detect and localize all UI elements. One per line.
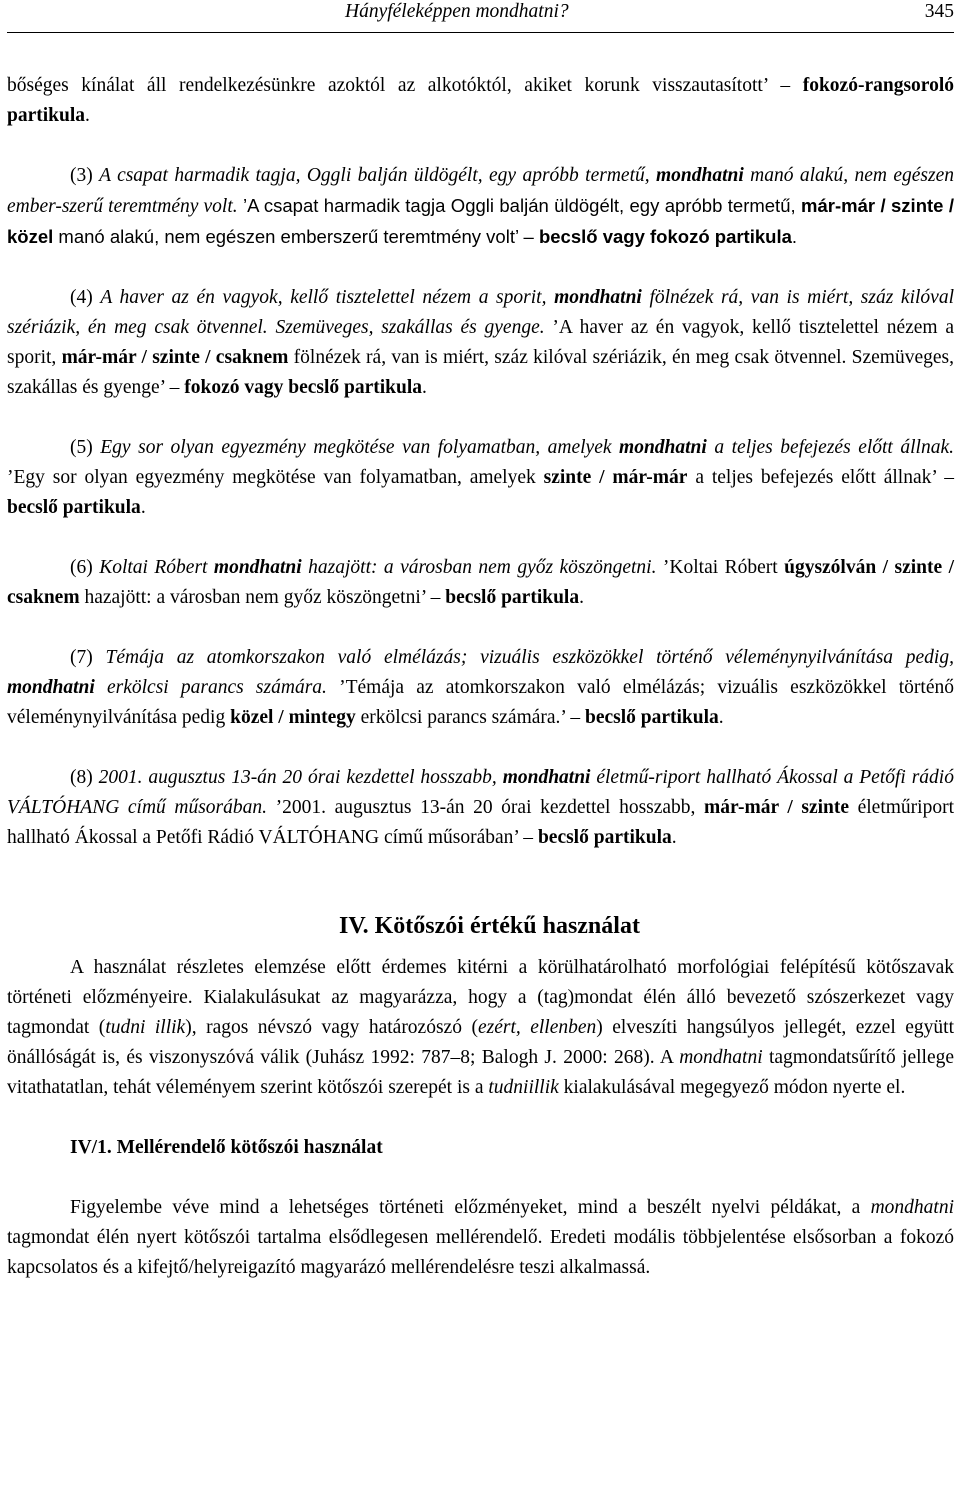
running-title: Hányféleképpen mondhatni? [345,1,569,22]
text-span: . [718,707,724,728]
example-5 [7,433,954,523]
section-heading: IV. Kötőszói értékű használat [339,913,640,939]
example-6 [7,553,954,613]
gloss-text: ’Koltai Róbert [656,557,785,578]
continuation-paragraph [7,71,954,131]
text-span: bőséges kínálat áll rendelkezésünkre azoktól az alkotóktól, akiket korunk visszautasított’ – [7,75,803,96]
text-span: Figyelembe véve mind a lehetséges történeti előzményeket, mind a beszélt nyelvi példákat, a [70,1197,871,1218]
keyword-mondhatni: mondhatni [619,437,707,458]
particle-type: becslő vagy fokozó partikula [538,226,792,247]
paragraph-1 [7,953,954,1103]
section-spacer [7,853,954,911]
keyword-mondhatni: mondhatni [213,557,302,578]
subsection-heading: IV/1. Mellérendelő kötőszói használat [70,1137,383,1158]
gloss-text: ’Egy sor olyan egyezmény megkötése van folyamatban, amelyek [7,467,544,488]
gloss-text: hazajött: a városban nem győz köszöngetni’ – [79,587,446,608]
example-quote: A haver az én vagyok, kellő tisztelettel nézem a sporit, [100,287,555,308]
gloss-text: ’A csapat harmadik tagja Oggli balján üldögélt, egy apróbb termetű, [237,195,802,216]
keyword-mondhatni: mondhatni [502,767,591,788]
bold-term: fokozó-rangsoroló partikula [7,75,954,126]
gloss-particles: már-már / szinte / csaknem [61,347,289,368]
example-quote: a teljes befejezés előtt állnak. [706,437,954,458]
italic-term: tudniillik [488,1077,559,1098]
body-text [7,71,954,1283]
particle-type: becslő partikula [537,827,672,848]
gloss-text: ’A haver az én vagyok, kellő tisztelettel nézem a sporit, [7,317,955,368]
gloss-text: manó alakú, nem egészen emberszerű teremtmény volt’ – [53,226,539,247]
example-quote: erkölcsi parancs számára. [94,677,327,698]
example-number: (8) [70,767,99,788]
text-span: kialakulásával megegyező módon nyerte el. [558,1077,906,1098]
keyword-mondhatni: mondhatni [554,287,642,308]
gloss-text: erkölcsi parancs számára.’ – [355,707,585,728]
italic-term: mondhatni [679,1047,763,1068]
example-quote: hazajött: a városban nem győz köszöngetni. [301,557,657,578]
example-quote: Témája az atomkorszakon való elmélázás; vizuális eszközökkel történő véleménynyilvánítása pedig, [105,647,954,668]
paragraph-2 [7,1193,954,1283]
example-number: (6) [70,557,100,578]
text-span: ), ragos névszó vagy határozószó ( [185,1017,478,1038]
particle-type: becslő partikula [7,497,141,518]
text-span: tagmondat élén nyert kötőszói tartalma elsődlegesen mellérendelő. Eredeti modális többjelentése elsősorban a fokozó kapcsolatos és a kifejtő/helyreigazító magyarázó mellérendelésre teszi alkalmassá. [7,1227,954,1278]
italic-term: tudni illik [105,1017,186,1038]
example-4 [7,283,954,403]
example-number: (3) [70,165,100,186]
italic-term: mondhatni [870,1197,954,1218]
gloss-particles: szinte / már-már [543,467,688,488]
example-quote: Koltai Róbert [99,557,214,578]
example-quote: manó alakú, nem egészen ember-szerű teremtmény volt. [7,165,954,217]
text-span: A használat részletes elemzése előtt érdemes kitérni a körülhatárolható morfológiai felépítésű kötőszavak történeti előzményeire. Kialakulásukat az magyarázza, hogy a (tag)mondat élén álló bevezető szószerkezet vagy tagmondat ( [7,957,954,1038]
example-quote: 2001. augusztus 13-án 20 órai kezdettel hosszabb, [98,767,503,788]
text-span: . [671,827,677,848]
example-number: (7) [70,647,106,668]
keyword-mondhatni: mondhatni [7,677,95,698]
gloss-text: ’2001. augusztus 13-án 20 órai kezdettel hosszabb, [267,797,705,818]
example-quote: életmű-riport hallható Ákossal a Petőfi rádió VÁLTÓHANG című műsorában. [7,767,954,818]
example-quote: Egy sor olyan egyezmény megkötése van folyamatban, amelyek [100,437,620,458]
gloss-text: életműriport hallható Ákossal a Petőfi Rádió VÁLTÓHANG című műsorában’ – [7,797,954,848]
example-number: (4) [70,287,101,308]
example-8 [7,763,954,853]
example-quote: fölnézek rá, van is miért, száz kilóval szériázik, én meg csak ötvennel. Szemüveges, szakállas és gyenge. [7,287,954,338]
example-quote: A csapat harmadik tagja, Oggli balján üldögélt, egy apróbb termetű, [99,165,656,186]
text-span: . [791,226,798,247]
example-7 [7,643,954,733]
text-span: . [140,497,146,518]
page-number: 345 [924,1,954,22]
example-3 [7,161,954,253]
particle-type: fokozó vagy becslő partikula [184,377,423,398]
text-span: . [422,377,427,398]
gloss-text: a teljes befejezés előtt állnak’ – [687,467,955,488]
text-span: . [85,105,90,126]
running-header [7,0,954,33]
gloss-particles: közel / mintegy [230,707,356,728]
text-span: ) elveszíti hangsúlyos jellegét, ezzel együtt önállóságát is, és viszonyszóvá válik (Juhász 1992: 787–8; Balogh J. 2000: 268). A [7,1017,954,1068]
text-span: tagmondatsűrítő jellege vitathatatlan, tehát véleményem szerint kötőszói szerepét is a [7,1047,954,1098]
italic-term: ezért, ellenben [477,1017,597,1038]
example-number: (5) [70,437,101,458]
gloss-text: fölnézek rá, van is miért, száz kilóval szériázik, én meg csak ötvennel. Szemüveges, szakállas és gyenge’ – [7,347,954,398]
particle-type: becslő partikula [584,707,719,728]
gloss-text: ’Témája az atomkorszakon való elmélázás; vizuális eszközökkel történő véleménynyilvánítása pedig [7,677,954,728]
particle-type: becslő partikula [445,587,580,608]
keyword-mondhatni: mondhatni [656,165,744,186]
gloss-particles: úgyszólván / szinte / csaknem [7,557,955,608]
gloss-particles: már-már / szinte / közel [7,195,954,247]
text-span: . [579,587,584,608]
gloss-particles: már-már / szinte [704,797,850,818]
